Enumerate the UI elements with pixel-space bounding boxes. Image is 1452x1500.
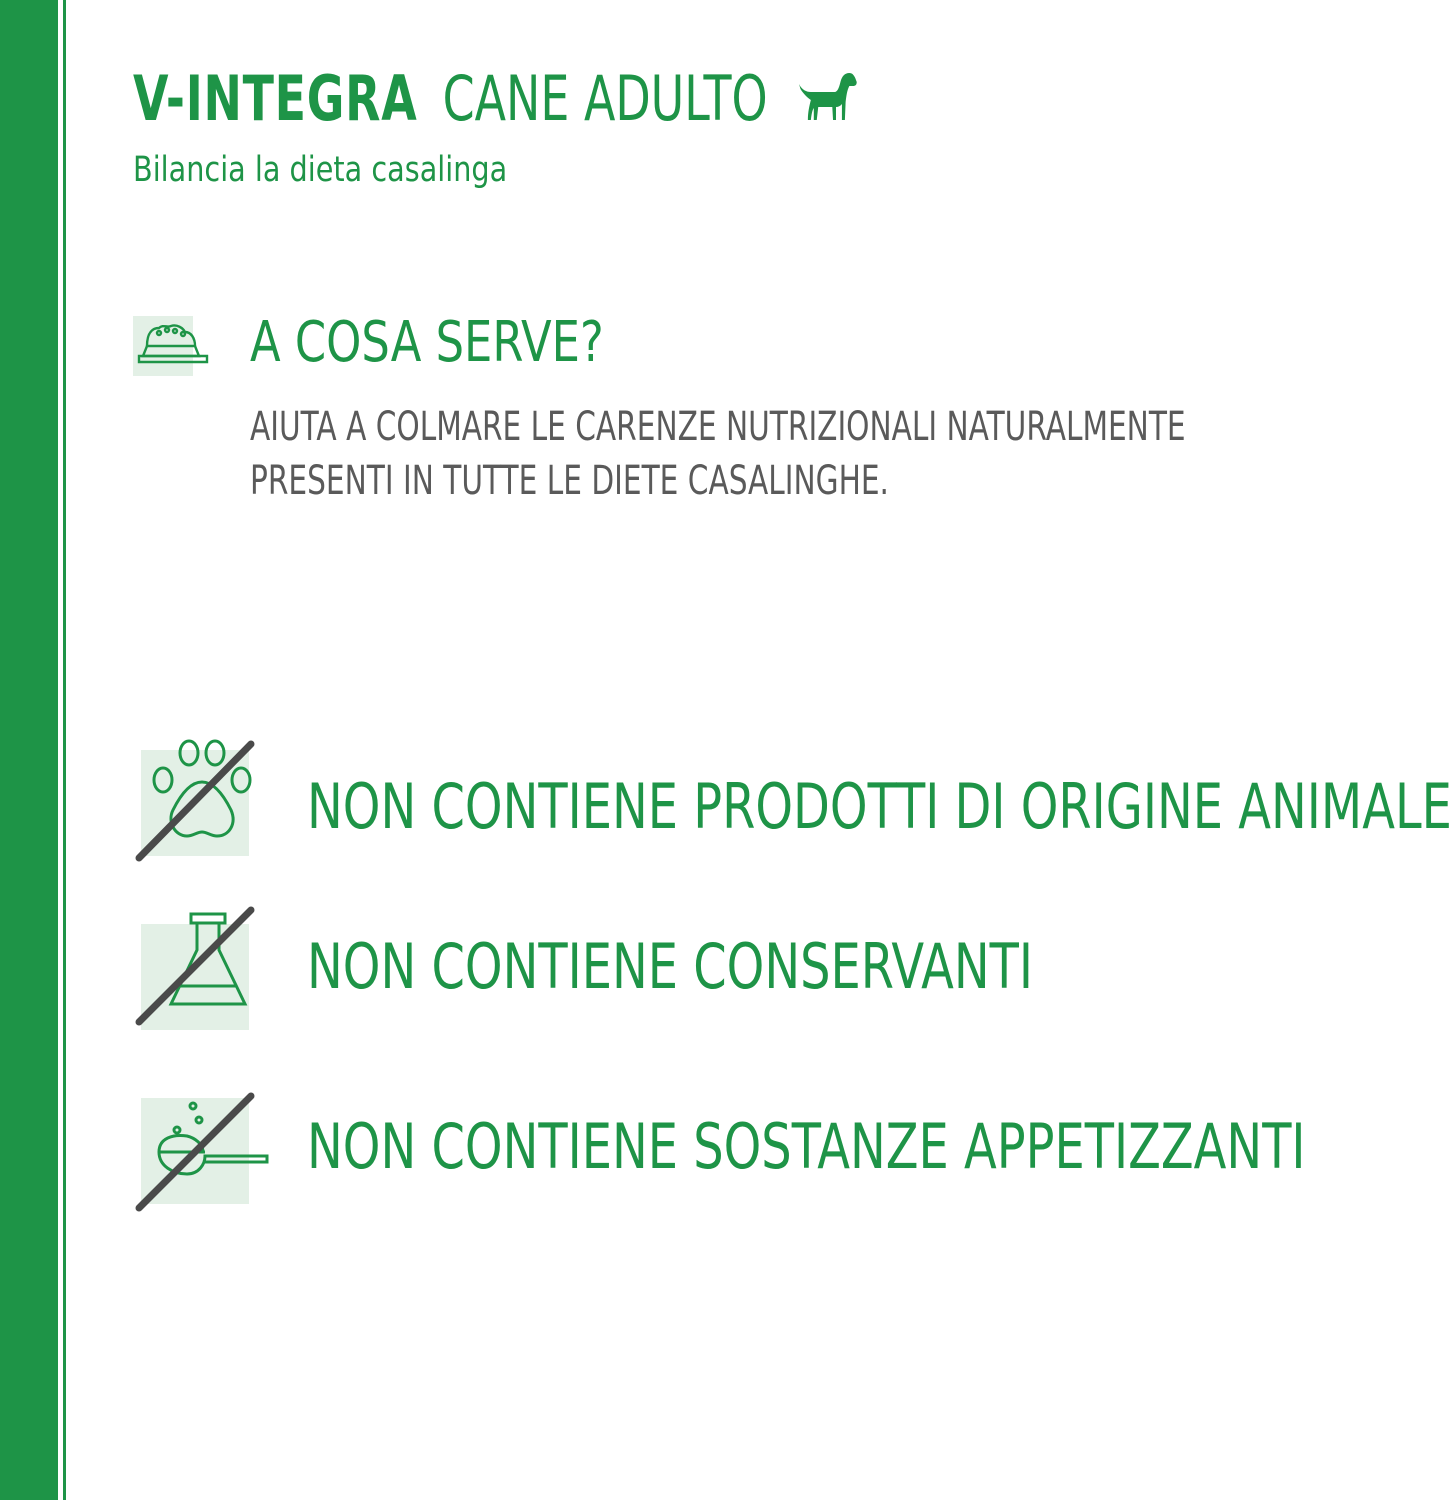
brand-name: V-INTEGRA <box>133 61 418 135</box>
food-bowl-icon <box>133 316 213 376</box>
brand-species: CANE ADULTO <box>442 61 768 135</box>
purpose-body-line: PRESENTI IN TUTTE LE DIETE CASALINGHE. <box>250 458 889 504</box>
dog-icon <box>796 70 858 126</box>
feature-label: NON CONTIENE PRODOTTI DI ORIGINE ANIMALE <box>307 770 1452 843</box>
purpose-title: A COSA SERVE? <box>250 310 604 375</box>
purpose-body <box>250 400 1186 508</box>
purpose-body-line: AIUTA A COLMARE LE CARENZE NUTRIZIONALI NATURALMENTE <box>250 404 1186 450</box>
scoop-crossed-icon <box>133 1090 273 1220</box>
feature-label: NON CONTIENE CONSERVANTI <box>307 930 1034 1003</box>
brand-tagline: Bilancia la dieta casalinga <box>133 150 508 190</box>
left-green-stripe <box>0 0 58 1500</box>
brand-header <box>133 60 858 136</box>
left-thin-stripe <box>63 0 66 1500</box>
feature-label: NON CONTIENE SOSTANZE APPETIZZANTI <box>307 1110 1306 1183</box>
flask-crossed-icon <box>133 906 273 1036</box>
paw-crossed-icon <box>133 738 273 868</box>
